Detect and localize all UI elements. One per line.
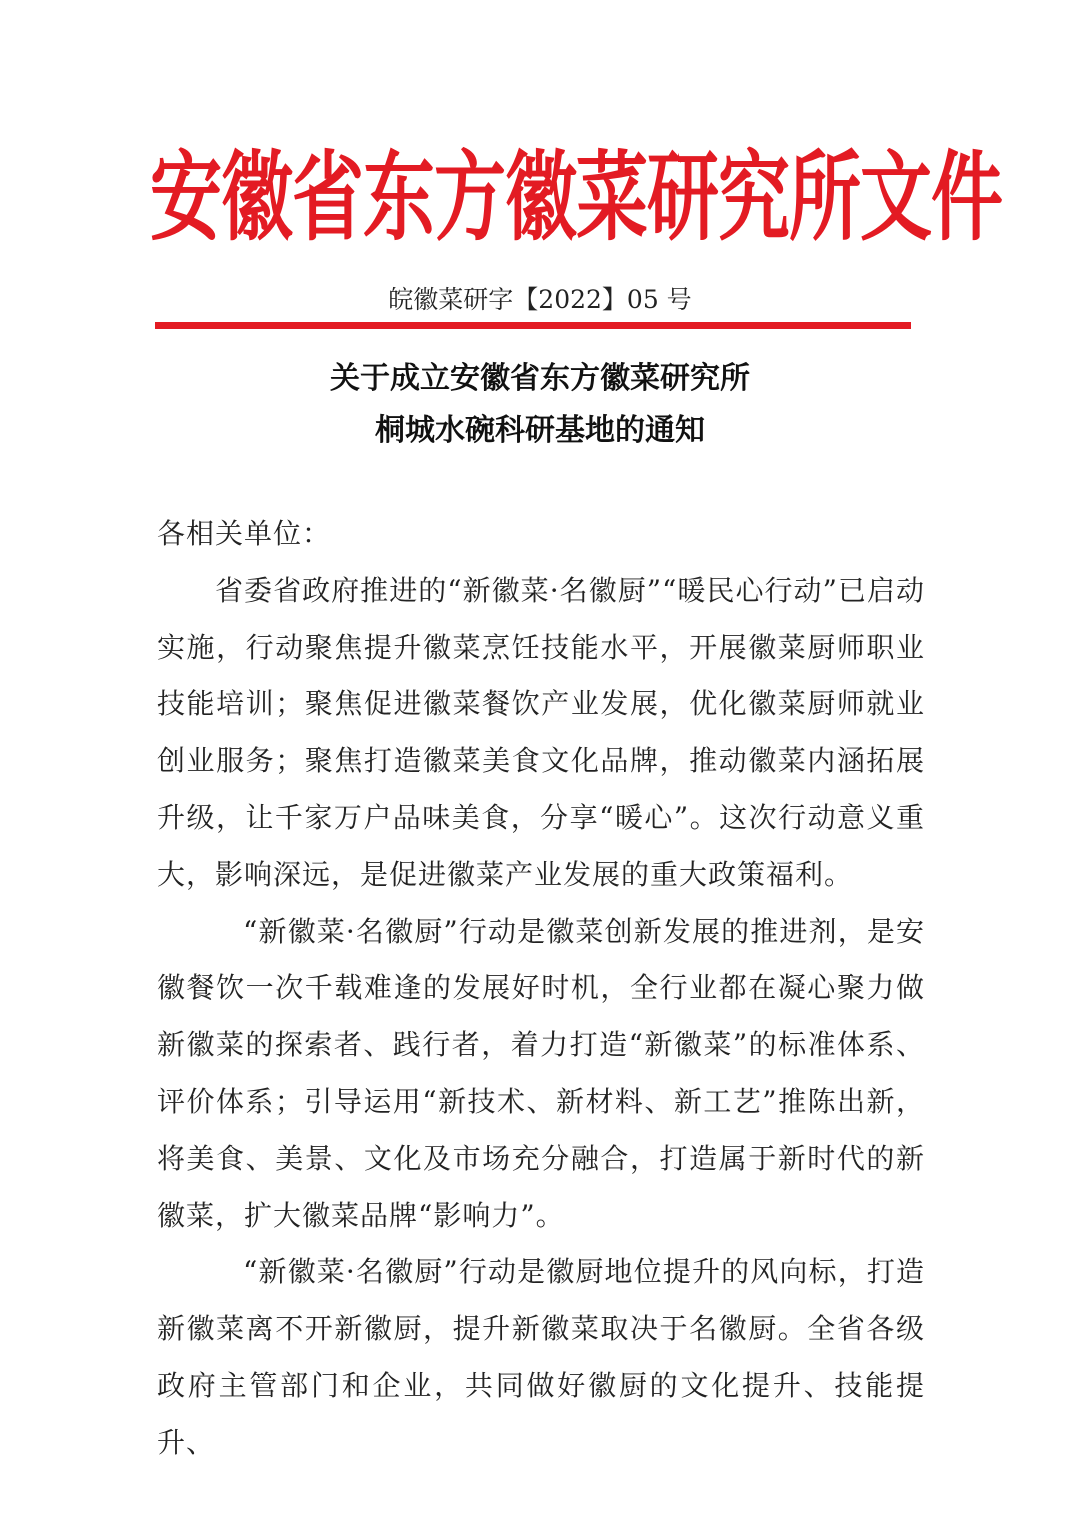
body-paragraph-1: 省委省政府推进的“新徽菜·名徽厨”“暖民心行动”已启动实施，行动聚焦提升徽菜烹饪技能水平，开展徽菜厨师职业技能培训；聚焦促进徽菜餐饮产业发展，优化徽菜厨师就业创业服务；聚焦打造徽菜美食文化品牌，推动徽菜内涵拓展升级，让千家万户品味美食，分享“暖心”。这次行动意义重大，影响深远，是促进徽菜产业发展的重大政策福利。	[157, 573, 925, 891]
document-subject	[0, 355, 1080, 455]
body-paragraph-3: “新徽菜·名徽厨”行动是徽厨地位提升的风向标，打造新徽菜离不开新徽厨，提升新徽菜取决于名徽厨。全省各级政府主管部门和企业，共同做好徽厨的文化提升、技能提升、	[157, 1255, 925, 1459]
header-divider-rule	[155, 322, 911, 329]
issuing-org-header: 安徽省东方徽菜研究所文件	[150, 140, 1003, 254]
subject-line-2: 桐城水碗科研基地的通知	[375, 413, 705, 448]
salutation: 各相关单位：	[157, 517, 332, 550]
document-number: 皖徽菜研字【2022】05 号	[388, 285, 692, 314]
subject-line-1: 关于成立安徽省东方徽菜研究所	[330, 361, 750, 396]
body-paragraph-2: “新徽菜·名徽厨”行动是徽菜创新发展的推进剂，是安徽餐饮一次千载难逢的发展好时机，全行业都在凝心聚力做新徽菜的探索者、践行者，着力打造“新徽菜”的标准体系、评价体系；引导运用“新技术、新材料、新工艺”推陈出新，将美食、美景、文化及市场充分融合，打造属于新时代的新徽菜，扩大徽菜品牌“影响力”。	[157, 914, 925, 1232]
document-body	[157, 506, 925, 1472]
